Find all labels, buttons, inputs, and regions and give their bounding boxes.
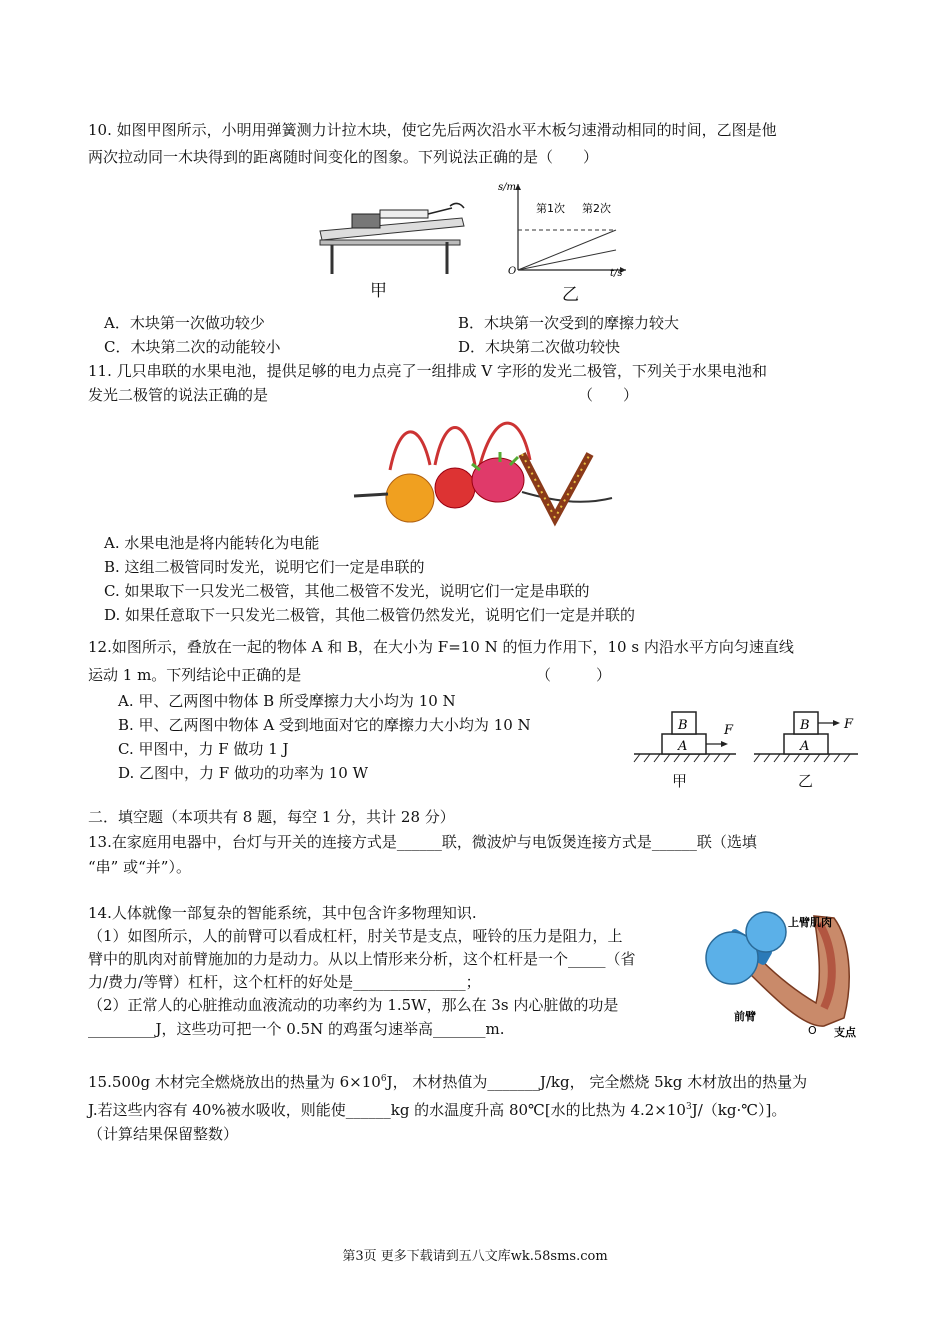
q11-answer-blank: （ ）	[578, 386, 639, 404]
jia-label-a: A	[678, 739, 688, 754]
jia-label-b: B	[678, 718, 688, 733]
section-2-heading: 二．填空题（本项共有 8 题，每空 1 分，共计 28 分）	[88, 808, 455, 826]
q12-fig-jia-caption: 甲	[672, 772, 688, 790]
jia-label-f: F	[724, 723, 734, 738]
fruit-battery-illustration	[350, 410, 620, 528]
q12-stem-line2: 运动 1 m。下列结论中正确的是	[88, 666, 302, 684]
q15-line1	[88, 1068, 807, 1093]
q10-figure-yi	[496, 178, 646, 303]
table-spring-scale-illustration	[312, 196, 472, 276]
q10-fig-jia-caption: 甲	[370, 281, 387, 301]
label-o: O	[808, 1024, 817, 1037]
q11-stem-line1: 11. 几只串联的水果电池，提供足够的电力点亮了一组排成 V 字形的发光二极管，下列关于水果电池和	[88, 362, 767, 380]
q14-line1: 14.人体就像一部复杂的智能系统，其中包含许多物理知识.	[88, 904, 477, 922]
q10-stem-line2: 两次拉动同一木块得到的距离随时间变化的图象。下列说法正确的是（ ）	[88, 148, 599, 166]
q11-figure-fruit-battery	[350, 410, 620, 528]
q11-option-c: C. 如果取下一只发光二极管，其他二极管不发光，说明它们一定是串联的	[104, 582, 590, 600]
q10-option-b: B．木块第一次受到的摩擦力较大	[458, 314, 680, 332]
q10-figure-jia	[312, 196, 472, 301]
q12-figure	[632, 708, 872, 790]
stacked-blocks-illustration	[632, 708, 872, 770]
q10-option-a: A．木块第一次做功较少	[104, 314, 265, 332]
yi-label-b: B	[800, 718, 810, 733]
q12-option-c: C. 甲图中，力 F 做功 1 J	[118, 740, 289, 758]
q15-line1-sup: 6	[380, 1074, 387, 1084]
q13-line2: “串” 或“并”）。	[88, 858, 191, 876]
q10-stem-line1: 10. 如图甲图所示，小明用弹簧测力计拉木块，使它先后两次沿水平木板匀速滑动相同的时间，乙图是他	[88, 121, 777, 139]
graph-legend-second: 第2次	[582, 202, 611, 215]
graph-ylabel: s/m	[498, 182, 516, 193]
yi-label-a: A	[800, 739, 810, 754]
q15-line2-sup: 3	[685, 1102, 692, 1112]
q15-line1-a: 15.500g 木材完全燃烧放出的热量为 6×10	[88, 1073, 381, 1091]
arm-lever-illustration	[704, 898, 874, 1040]
graph-xlabel: t/s	[610, 268, 623, 278]
q15-line2	[88, 1096, 786, 1121]
q14-line5: （2）正常人的心脏推动血液流动的功率约为 1.5W，那么在 3s 内心脏做的功是	[88, 996, 619, 1014]
graph-legend-first: 第1次	[536, 202, 565, 215]
q11-option-a: A. 水果电池是将内能转化为电能	[104, 534, 320, 552]
q15-line3: （计算结果保留整数）	[88, 1125, 239, 1143]
q13-line1: 13.在家庭用电器中，台灯与开关的连接方式是______联，微波炉与电饭煲连接方式是______联（选填	[88, 833, 757, 851]
q12-option-d: D. 乙图中，力 F 做功的功率为 10 W	[118, 764, 369, 782]
q10-option-d: D．木块第二次做功较快	[458, 338, 621, 356]
label-forearm: 前臂	[734, 1010, 756, 1023]
q15-line2-b: J/（kg·℃）]。	[691, 1101, 787, 1119]
page-footer: 第3页 更多下载请到五八文库wk.58sms.com	[342, 1249, 608, 1264]
q10-fig-yi-caption: 乙	[562, 285, 579, 305]
graph-origin: O	[508, 266, 517, 277]
label-pivot: 支点	[834, 1026, 856, 1039]
q12-option-b: B. 甲、乙两图中物体 A 受到地面对它的摩擦力大小均为 10 N	[118, 716, 531, 734]
q14-line4: 力/费力/等臂）杠杆，这个杠杆的好处是_______________；	[88, 973, 481, 991]
q14-line2: （1）如图所示，人的前臂可以看成杠杆，肘关节是支点，哑铃的压力是阻力，上	[88, 927, 623, 945]
label-upper-arm-muscle: 上臂肌肉	[788, 916, 832, 929]
q12-stem-line1: 12.如图所示，叠放在一起的物体 A 和 B，在大小为 F=10 N 的恒力作用下，10 s 内沿水平方向匀速直线	[88, 638, 794, 656]
q14-figure-arm	[704, 898, 874, 1040]
q14-line3: 臂中的肌肉对前臂施加的力是动力。从以上情形来分析，这个杠杆是一个_____（省	[88, 950, 636, 968]
line-second-time	[518, 250, 616, 270]
s-t-graph	[496, 178, 646, 278]
q12-option-a: A. 甲、乙两图中物体 B 所受摩擦力大小均为 10 N	[118, 692, 456, 710]
line-first-time	[518, 230, 616, 270]
q15-line2-a: J.若这些内容有 40%被水吸收，则能使______kg 的水温度升高 80℃[水的比热为 4.2×10	[88, 1101, 686, 1119]
q12-answer-blank: （ ）	[536, 666, 612, 684]
q14-line6: _________J，这些功可把一个 0.5N 的鸡蛋匀速举高_______m.	[88, 1020, 505, 1038]
yi-label-f: F	[844, 717, 854, 732]
q11-stem-line2: 发光二极管的说法正确的是	[88, 386, 269, 404]
q12-fig-yi-caption: 乙	[798, 772, 814, 790]
q11-option-d: D. 如果任意取下一只发光二极管，其他二极管仍然发光，说明它们一定是并联的	[104, 606, 636, 624]
q15-line1-b: J， 木材热值为_______J/kg， 完全燃烧 5kg 木材放出的热量为	[386, 1073, 808, 1091]
q10-option-c: C．木块第二次的动能较小	[104, 338, 281, 356]
q11-option-b: B. 这组二极管同时发光，说明它们一定是串联的	[104, 558, 425, 576]
